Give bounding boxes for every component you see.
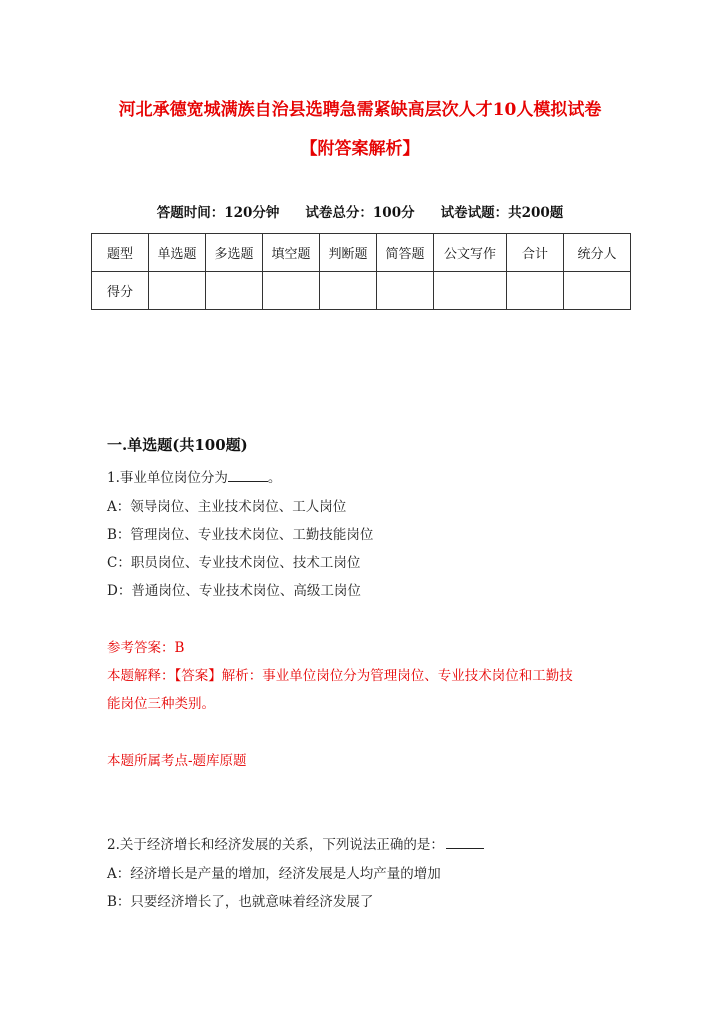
question-stem-tail: 。 [267, 470, 282, 486]
option-a: A：领导岗位、主业技术岗位、工人岗位 [107, 499, 347, 515]
explanation-line-2: 能岗位三种类别。 [107, 696, 215, 712]
score-cell [149, 272, 206, 310]
question-stem [107, 466, 281, 486]
exam-time: 答题时间：120分钟 [156, 205, 280, 221]
option-a: A：经济增长是产量的增加，经济发展是人均产量的增加 [107, 866, 441, 882]
table-header-cell: 多选题 [206, 234, 263, 272]
score-table-header-row [92, 234, 631, 272]
question-source: 本题所属考点-题库原题 [107, 753, 247, 769]
table-row-label: 得分 [92, 272, 149, 310]
table-header-cell: 统分人 [564, 234, 631, 272]
explanation-line-1: 本题解释：【答案】解析：事业单位岗位分为管理岗位、专业技术岗位和工勤技 [107, 668, 573, 684]
table-header-cell: 合计 [507, 234, 564, 272]
question-stem-text: 2.关于经济增长和经济发展的关系，下列说法正确的是： [107, 837, 444, 853]
exam-question-count: 试卷试题：共200题 [440, 205, 564, 221]
score-table [91, 233, 631, 310]
reference-answer: 参考答案：B [107, 640, 185, 656]
table-header-cell: 判断题 [320, 234, 377, 272]
table-header-cell: 公文写作 [434, 234, 507, 272]
answer-blank [228, 468, 268, 482]
score-table-score-row [92, 272, 631, 310]
table-header-cell: 填空题 [263, 234, 320, 272]
option-d: D：普通岗位、专业技术岗位、高级工岗位 [107, 583, 361, 599]
score-cell [434, 272, 507, 310]
exam-total-score: 试卷总分：100分 [305, 205, 415, 221]
table-header-cell: 单选题 [149, 234, 206, 272]
score-cell [564, 272, 631, 310]
score-cell [263, 272, 320, 310]
section-title: 一.单选题(共100题) [107, 436, 248, 454]
score-cell [507, 272, 564, 310]
option-b: B：只要经济增长了，也就意味着经济发展了 [107, 894, 374, 910]
score-cell [206, 272, 263, 310]
option-b: B：管理岗位、专业技术岗位、工勤技能岗位 [107, 527, 374, 543]
document-title: 河北承德宽城满族自治县选聘急需紧缺高层次人才10人模拟试卷 [118, 100, 602, 120]
score-cell [377, 272, 434, 310]
exam-info [0, 201, 720, 221]
answer-blank [446, 835, 484, 849]
table-header-cell: 题型 [92, 234, 149, 272]
table-header-cell: 简答题 [377, 234, 434, 272]
question-stem-text: 1.事业单位岗位分为 [107, 470, 228, 486]
document-subtitle: 【附答案解析】 [300, 139, 420, 159]
score-cell [320, 272, 377, 310]
question-stem [107, 833, 484, 853]
option-c: C：职员岗位、专业技术岗位、技术工岗位 [107, 555, 361, 571]
